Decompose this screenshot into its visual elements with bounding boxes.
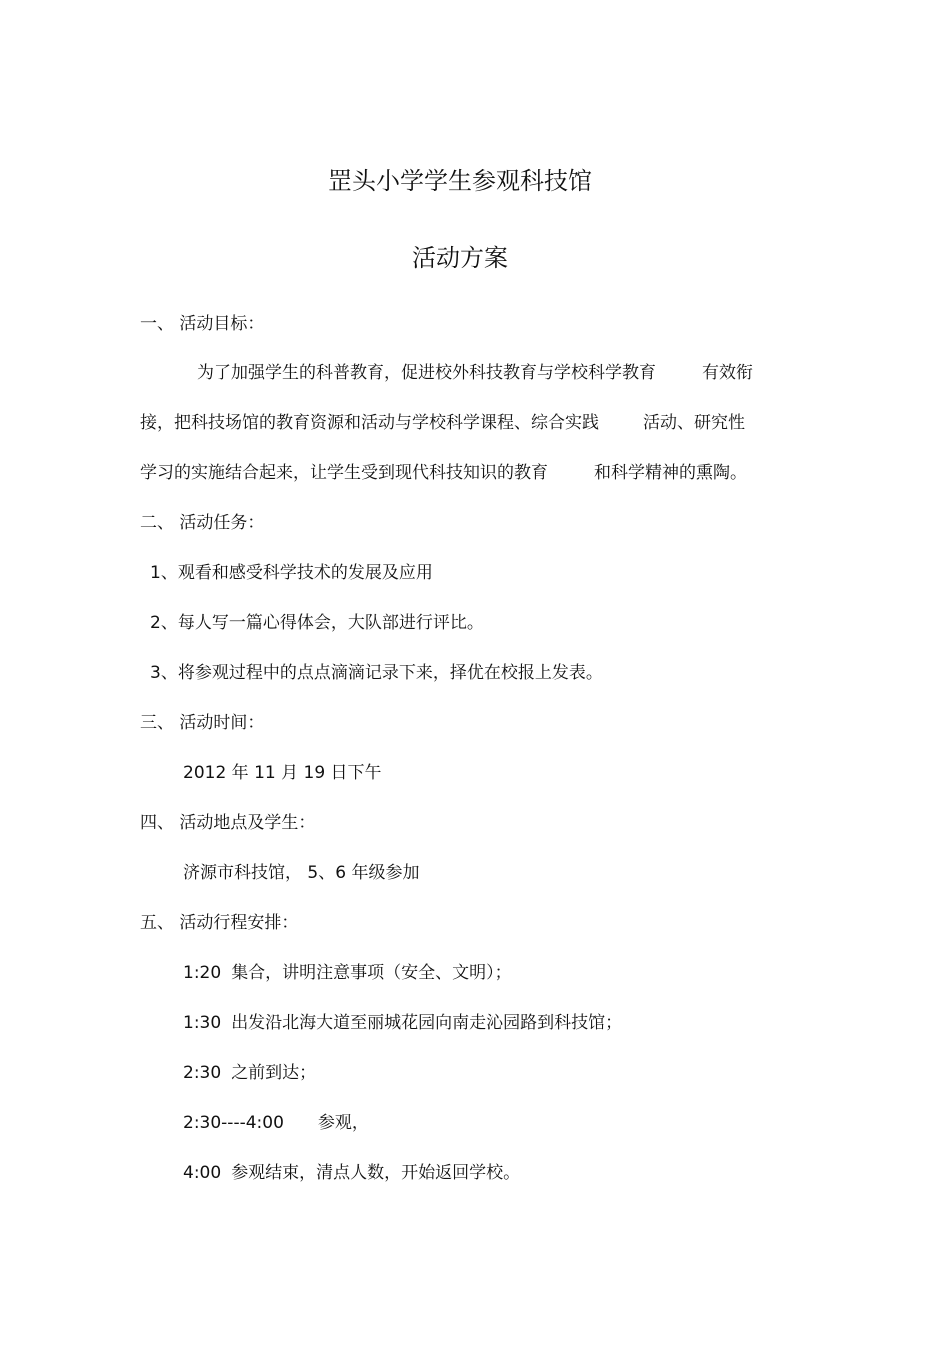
schedule-item [183,960,512,986]
task-item-3: 3、将参观过程中的点点滴滴记录下来，择优在校报上发表。 [150,663,603,683]
schedule-time: 4:00 [183,1163,222,1183]
schedule-item [183,1160,520,1186]
schedule-text: 参观结束，清点人数，开始返回学校。 [231,1163,521,1183]
activity-time-value: 2012 年 11 月 19 日下午 [183,763,382,783]
task-item-2: 2、每人写一篇心得体会，大队部进行评比。 [150,613,484,633]
section-tasks-heading: 二、 活动任务： [140,513,265,533]
goal-line-3-part-b: 和科学精神的熏陶。 [594,463,747,483]
goal-line-2-part-b: 活动、研究性 [643,413,745,433]
document-title: 罡头小学学生参观科技馆 [328,167,592,195]
schedule-time: 2:30 [183,1063,222,1083]
schedule-text: 参观， [317,1113,369,1133]
schedule-time: 2:30----4:00 [183,1113,284,1133]
goal-line-1-part-b: 有效衔 [702,363,753,383]
section-goal-heading: 一、 活动目标： [140,314,265,334]
goal-paragraph-line-2 [140,410,745,436]
section-place-heading: 四、 活动地点及学生： [140,813,316,833]
document-subtitle: 活动方案 [412,244,508,272]
schedule-time: 1:30 [183,1013,222,1033]
schedule-text: 之前到达； [231,1063,317,1083]
section-schedule-heading: 五、 活动行程安排： [140,913,299,933]
task-item-1: 1、观看和感受科学技术的发展及应用 [150,563,433,583]
goal-line-2-part-a: 接，把科技场馆的教育资源和活动与学校科学课程、综合实践 [140,413,599,433]
goal-paragraph-line-1 [197,360,753,386]
schedule-text: 出发沿北海大道至丽城花园向南走沁园路到科技馆； [231,1013,623,1033]
schedule-item [183,1010,622,1036]
goal-paragraph-line-3 [140,460,747,486]
activity-place-value: 济源市科技馆， 5、6 年级参加 [183,863,420,883]
section-time-heading: 三、 活动时间： [140,713,265,733]
schedule-item [183,1060,316,1086]
schedule-time: 1:20 [183,963,222,983]
goal-line-1-part-a: 为了加强学生的科普教育，促进校外科技教育与学校科学教育 [197,363,656,383]
schedule-item [183,1110,369,1136]
schedule-text: 集合，讲明注意事项（安全、文明）； [231,963,512,983]
goal-line-3-part-a: 学习的实施结合起来，让学生受到现代科技知识的教育 [140,463,548,483]
